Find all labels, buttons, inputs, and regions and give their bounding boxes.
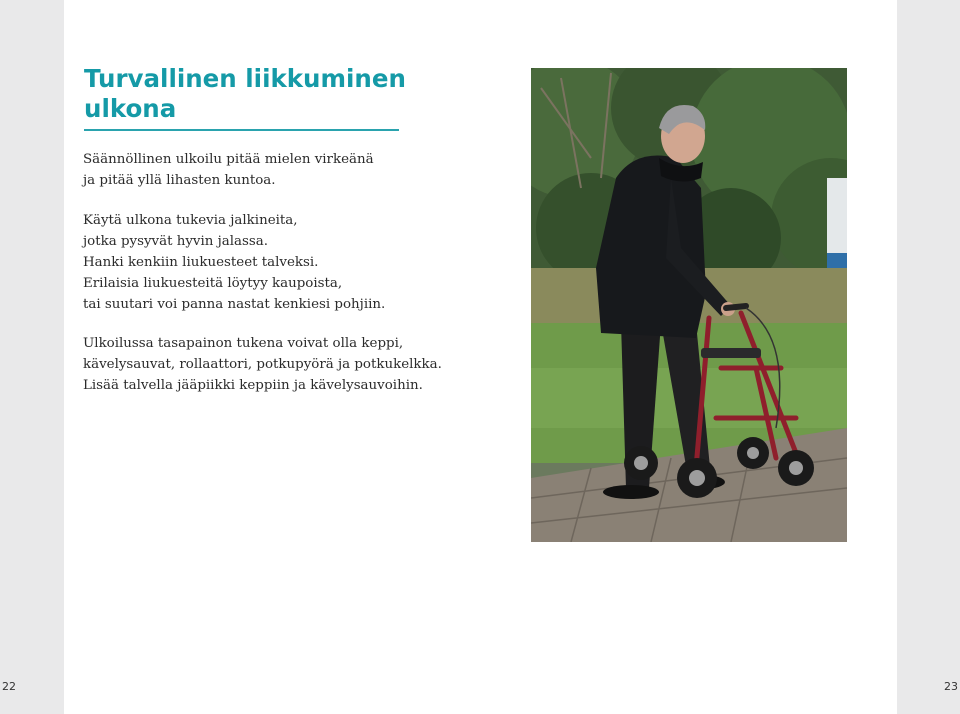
paragraph-footwear [83,210,443,315]
title-line-1: Turvallinen liikkuminen [84,64,406,93]
paragraph-outdoor-exercise [83,149,443,191]
paragraph-line: Lisää talvella jääpiikki keppiin ja kävelysauvoihin. [83,378,423,393]
paragraph-line: kävelysauvat, rollaattori, potkupyörä ja potkukelkka. [83,357,442,372]
left-margin-gutter [0,0,64,714]
paragraph-line: Erilaisia liukuesteitä löytyy kaupoista, [83,276,343,291]
paragraph-line: Käytä ulkona tukevia jalkineita, [83,213,298,228]
photo-man-with-rollator [531,68,847,542]
paragraph-line: Ulkoilussa tasapainon tukena voivat olla keppi, [83,336,404,351]
paragraph-line: tai suutari voi panna nastat kenkiesi pohjiin. [83,297,386,312]
title-underline [84,129,399,131]
right-margin-gutter [897,0,960,714]
paragraph-line: Hanki kenkiin liukuesteet talveksi. [83,255,319,270]
paragraph-line: jotka pysyvät hyvin jalassa. [83,234,269,249]
page-title [84,64,414,124]
title-line-2: ulkona [84,94,177,123]
paragraph-line: Säännöllinen ulkoilu pitää mielen virkeänä [83,152,374,167]
paragraph-walking-aids [83,333,443,396]
page-number-right: 23 [944,680,958,693]
paragraph-line: ja pitää yllä lihasten kuntoa. [83,173,276,188]
page-number-left: 22 [2,680,16,693]
